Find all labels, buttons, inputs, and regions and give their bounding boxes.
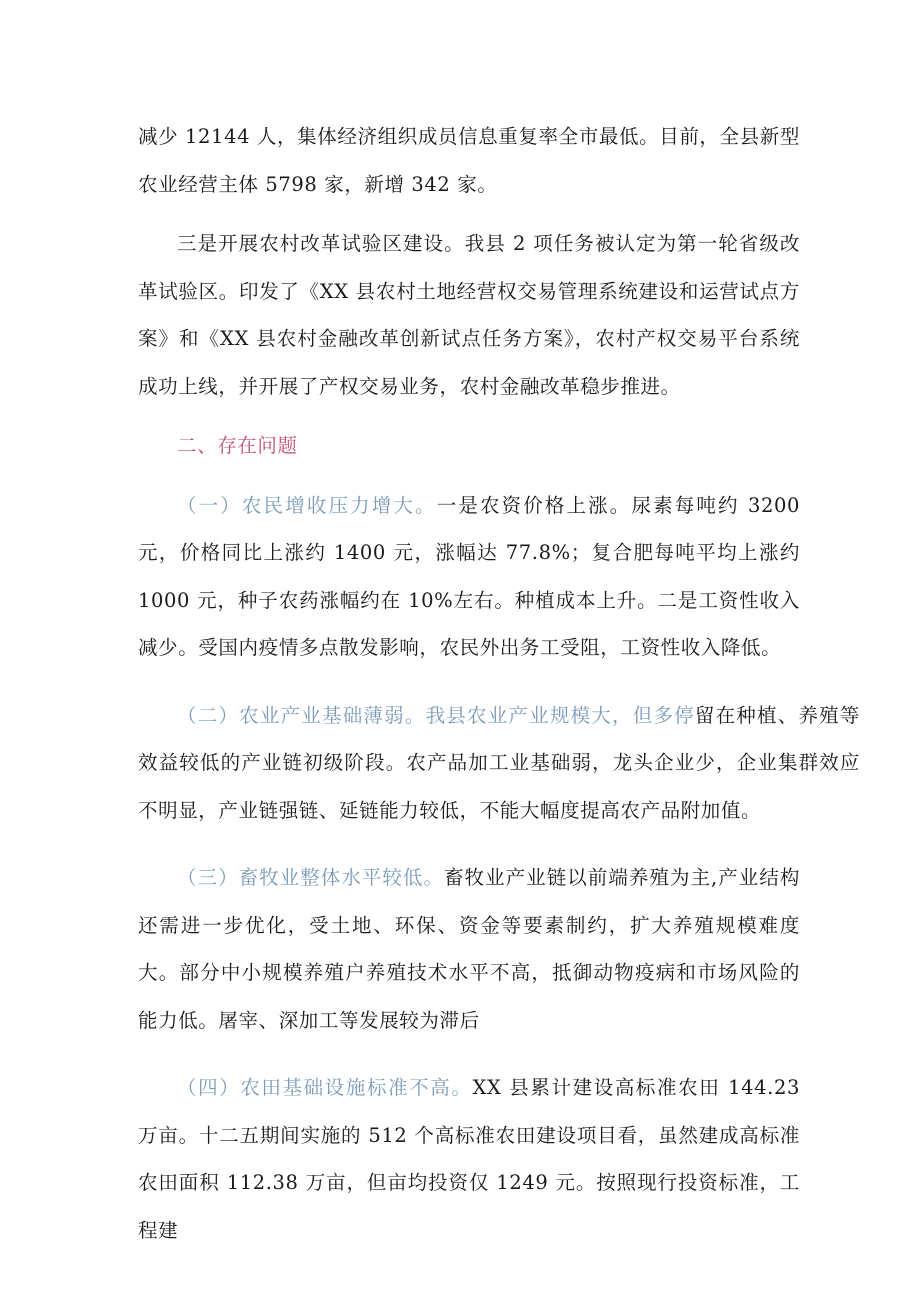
subheading-livestock: （三）畜牧业整体水平较低。	[177, 866, 445, 889]
paragraph-reform-pilot: 三是开展农村改革试验区建设。我县 2 项任务被认定为第一轮省级改革试验区。印发了《XX 县农村土地经营权交易管理系统建设和运营试点方案》和《XX 县农村金融改革创新试点任务方案》，农村产权交易平台系统成功上线，并开展了产权交易业务，农村金融改革稳步推进。	[138, 232, 800, 398]
paragraph-livestock	[138, 854, 800, 1044]
body-income-pressure: 一是农资价格上涨。尿素每吨约 3200 元，价格同比上涨约 1400 元，涨幅达 77.8%；复合肥每吨平均上涨约 1000 元，种子农药涨幅约在 10%左右。种植成本上升。二是工资性收入减少。受国内疫情多点散发影响，农民外出务工受阻，工资性收入降低。	[138, 493, 801, 659]
body-farmland: XX 县累计建设高标准农田 144.23 万亩。十二五期间实施的 512 个高标准农田建设项目看，虽然建成高标准农田面积 112.38 万亩，但亩均投资仅 1249 元。按照现行投资标准，工程建	[138, 1076, 800, 1242]
subheading-farmland: （四）农田基础设施标准不高。	[177, 1076, 473, 1099]
subheading-income-pressure: （一）农民增收压力增大。	[177, 493, 437, 517]
paragraph-income-pressure	[138, 482, 800, 672]
section-heading-problems: 二、存在问题	[177, 434, 298, 457]
paragraph-member-info: 减少 12144 人，集体经济组织成员信息重复率全市最低。目前，全县新型农业经营主体 5798 家，新增 342 家。	[138, 125, 800, 196]
paragraph-industry-foundation	[138, 692, 860, 835]
body-livestock: 畜牧业产业链以前端养殖为主,产业结构还需进一步优化，受土地、环保、资金等要素制约，扩大养殖规模难度大。部分中小规模养殖户养殖技术水平不高，抵御动物疫病和市场风险的能力低。屠宰、深加工等发展较为滞后	[138, 866, 800, 1032]
paragraph-farmland	[138, 1064, 800, 1254]
subheading-industry-foundation: （二）农业产业基础薄弱。我县农业产业规模大，但多停	[177, 703, 695, 727]
body-industry-foundation: 留在种植、养殖等效益较低的产业链初级阶段。农产品加工业基础弱，龙头企业少，企业集群效应不明显，产业链强链、延链能力较低，不能大幅度提高农产品附加值。	[138, 703, 860, 822]
